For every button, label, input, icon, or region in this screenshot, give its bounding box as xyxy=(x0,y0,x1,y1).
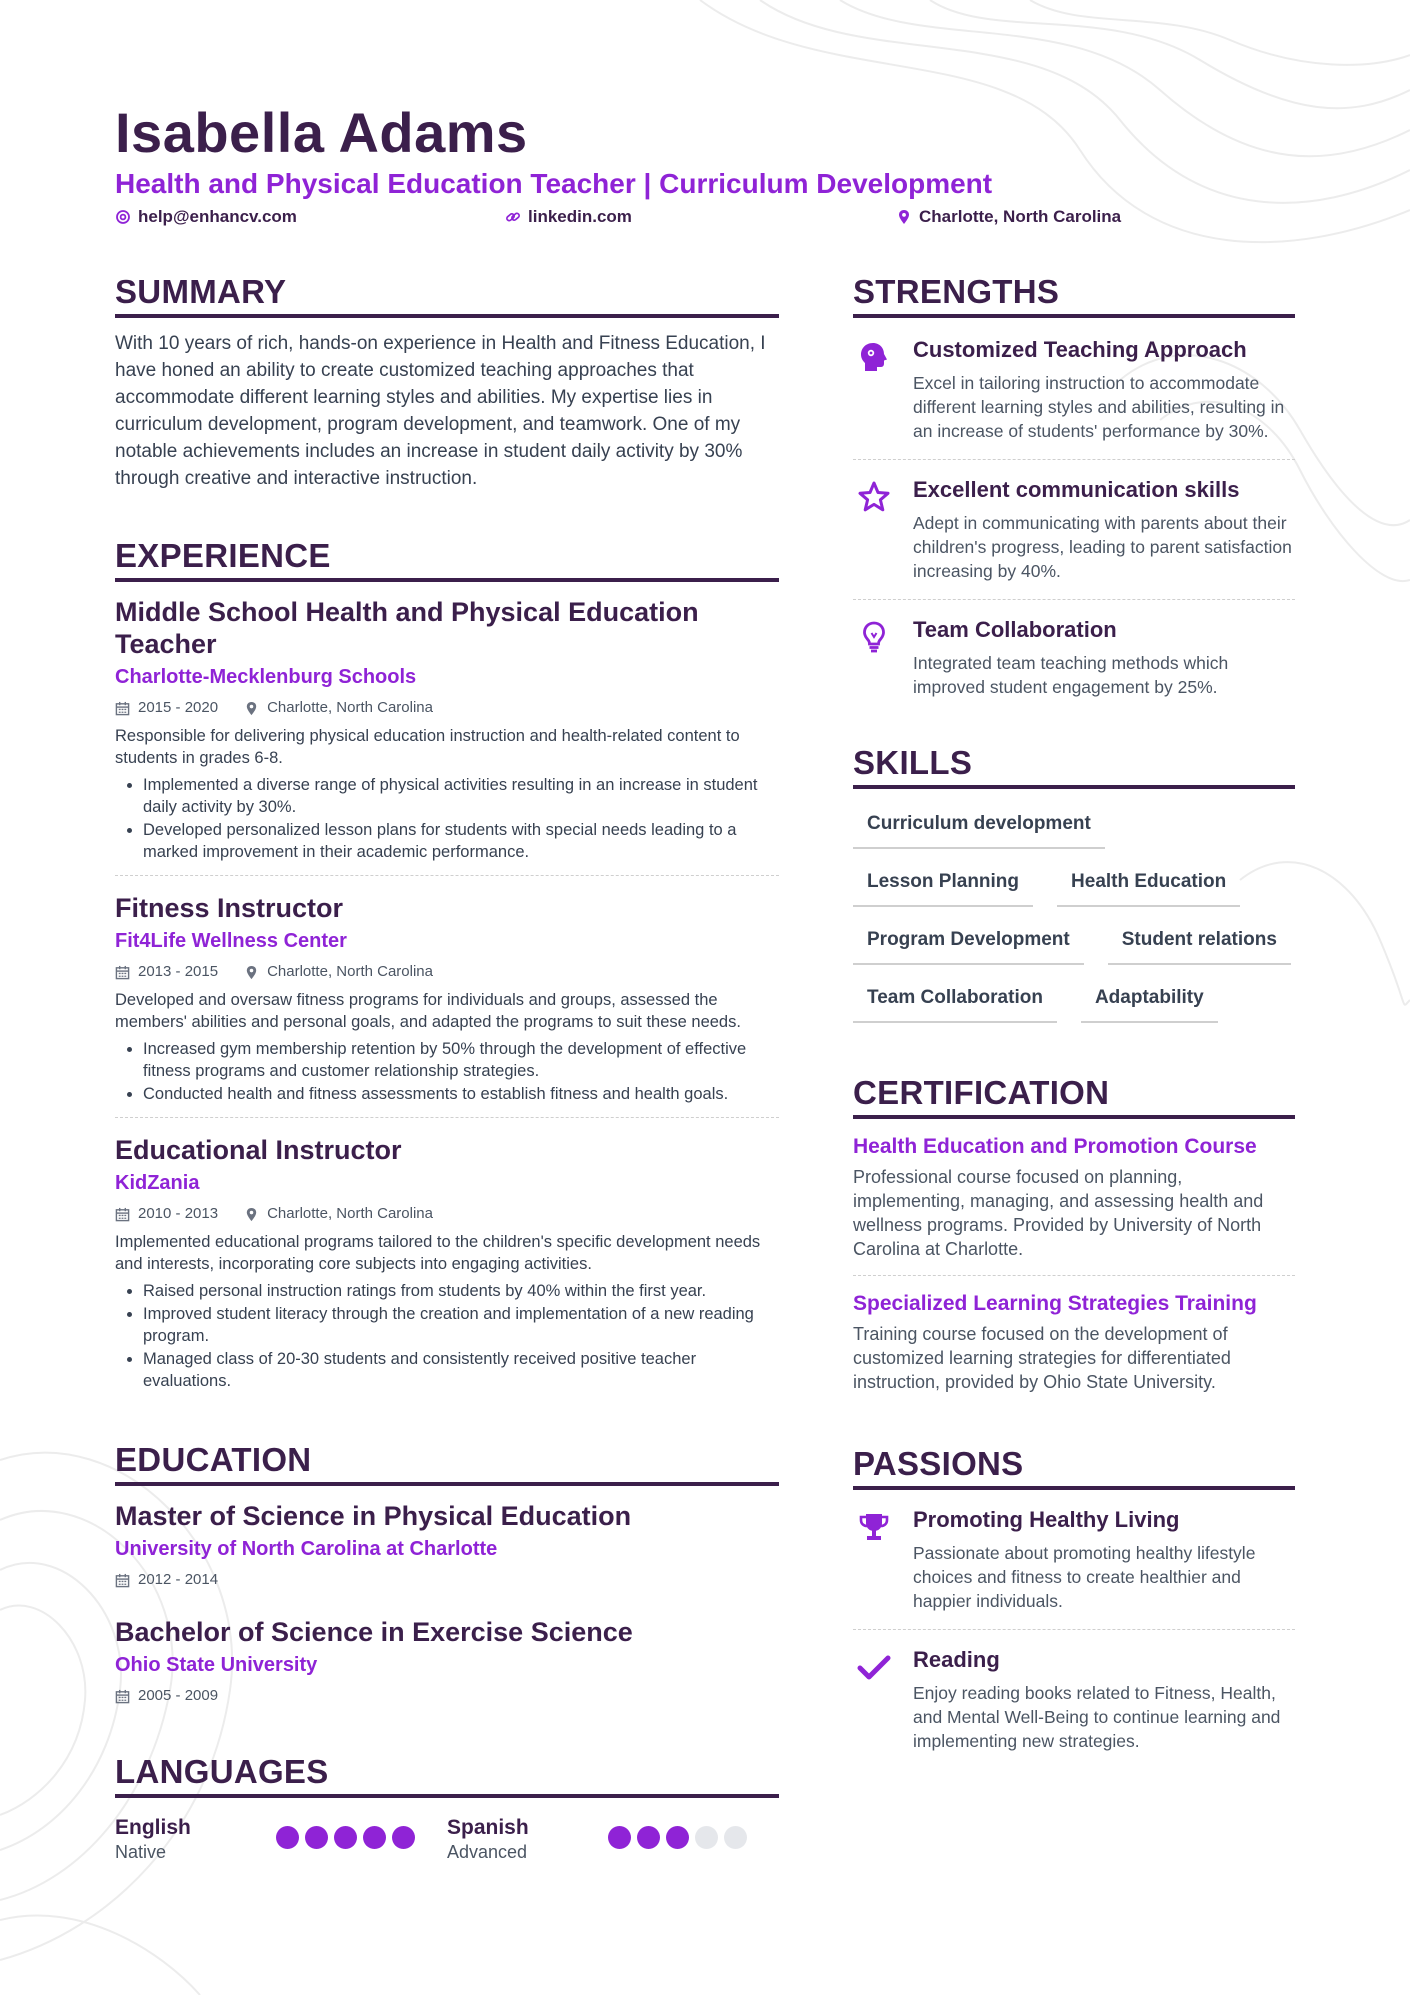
email-text: help@enhancv.com xyxy=(138,207,297,226)
job-bullet: • Raised personal instruction ratings from students by 40% within the first year. xyxy=(143,1280,779,1302)
job-title: Middle School Health and Physical Education Teacher xyxy=(115,597,699,659)
language-level: Native xyxy=(115,1842,167,1862)
divider xyxy=(853,459,1295,460)
skill-tag: Lesson Planning xyxy=(853,859,1033,907)
rating-dot-empty xyxy=(724,1826,747,1849)
job-entry xyxy=(115,596,779,863)
job-location: Charlotte, North Carolina xyxy=(267,699,433,716)
job-dates: 2013 - 2015 xyxy=(138,963,219,980)
strength-description: Integrated team teaching methods which improved student engagement by 25%. xyxy=(913,653,1229,697)
job-location: Charlotte, North Carolina xyxy=(267,1205,433,1222)
strength-title: Customized Teaching Approach xyxy=(913,337,1247,362)
job-company: KidZania xyxy=(115,1172,200,1194)
lightbulb-icon xyxy=(857,620,891,654)
languages-section xyxy=(115,1752,779,1864)
job-bullet: • Developed personalized lesson plans for students with special needs leading to a marked improvement in their academic performance. xyxy=(143,819,779,863)
skill-tag: Team Collaboration xyxy=(853,975,1057,1023)
language-item xyxy=(115,1816,447,1864)
skill-tag: Student relations xyxy=(1108,917,1291,965)
education-degree: Bachelor of Science in Exercise Science xyxy=(115,1617,633,1647)
rating-dot-filled xyxy=(392,1826,415,1849)
strengths-section xyxy=(853,272,1295,699)
strengths-heading: STRENGTHS xyxy=(853,272,1295,318)
location-pin-icon xyxy=(244,701,259,716)
job-dates: 2015 - 2020 xyxy=(138,699,219,716)
passions-heading: PASSIONS xyxy=(853,1444,1295,1490)
location-pin-icon xyxy=(244,1207,259,1222)
job-description: Developed and oversaw fitness programs for individuals and groups, assessed the members' abilities and personal goals, and adapted the programs to suit these needs. xyxy=(115,991,741,1031)
strength-item xyxy=(853,476,1295,583)
job-meta xyxy=(115,1204,779,1224)
education-section xyxy=(115,1440,779,1706)
language-rating xyxy=(276,1826,415,1849)
job-bullet: • Improved student literacy through the creation and implementation of a new reading program. xyxy=(143,1303,779,1347)
summary-heading: SUMMARY xyxy=(115,272,779,318)
rating-dot-filled xyxy=(305,1826,328,1849)
certification-item xyxy=(853,1133,1295,1261)
left-column xyxy=(115,272,779,1864)
language-level: Advanced xyxy=(447,1842,528,1862)
passion-title: Reading xyxy=(913,1647,1000,1672)
checkmark-icon xyxy=(857,1650,891,1684)
contact-linkedin[interactable] xyxy=(505,207,632,227)
job-company: Charlotte-Mecklenburg Schools xyxy=(115,666,417,688)
job-bullets xyxy=(115,774,779,863)
rating-dot-filled xyxy=(276,1826,299,1849)
passion-description: Enjoy reading books related to Fitness, Health, and Mental Well-Being to continue learning and implementing new strategies. xyxy=(913,1683,1281,1751)
skills-heading: SKILLS xyxy=(853,743,1295,789)
calendar-icon xyxy=(115,701,130,716)
candidate-role: Health and Physical Education Teacher | Curriculum Development xyxy=(115,168,993,199)
link-icon xyxy=(505,209,521,225)
divider xyxy=(853,1629,1295,1630)
job-bullet: • Conducted health and fitness assessments to establish fitness and health goals. xyxy=(143,1083,779,1105)
job-entry xyxy=(115,892,779,1105)
passion-item xyxy=(853,1506,1295,1613)
certification-description: Professional course focused on planning, implementing, managing, and assessing health and wellness programs. Provided by University of North Carolina at Charlotte. xyxy=(853,1167,1264,1259)
passion-item xyxy=(853,1646,1295,1753)
strength-description: Adept in communicating with parents about their children's progress, leading to parent satisfaction increasing by 40%. xyxy=(913,513,1292,581)
location-pin-icon xyxy=(896,209,912,225)
candidate-name: Isabella Adams xyxy=(115,101,528,164)
divider xyxy=(115,875,779,876)
strength-description: Excel in tailoring instruction to accommodate different learning styles and abilities, resulting in an increase of students' performance by 30%. xyxy=(913,373,1285,441)
calendar-icon xyxy=(115,965,130,980)
skill-tag: Health Education xyxy=(1057,859,1240,907)
certification-title: Specialized Learning Strategies Training xyxy=(853,1292,1257,1315)
job-title: Educational Instructor xyxy=(115,1135,402,1165)
education-degree: Master of Science in Physical Education xyxy=(115,1501,632,1531)
location-pin-icon xyxy=(244,965,259,980)
job-entry xyxy=(115,1134,779,1392)
experience-section xyxy=(115,536,779,1392)
strength-title: Excellent communication skills xyxy=(913,477,1240,502)
trophy-icon xyxy=(857,1510,891,1544)
language-name: Spanish xyxy=(447,1816,529,1839)
passion-description: Passionate about promoting healthy lifestyle choices and fitness to create healthier and happier individuals. xyxy=(913,1543,1256,1611)
rating-dot-filled xyxy=(666,1826,689,1849)
skills-list xyxy=(853,801,1295,1023)
job-meta xyxy=(115,962,779,982)
language-name: English xyxy=(115,1816,191,1839)
skill-tag: Adaptability xyxy=(1081,975,1218,1023)
education-school: University of North Carolina at Charlotte xyxy=(115,1538,498,1560)
education-dates: 2012 - 2014 xyxy=(138,1571,219,1588)
job-description: Implemented educational programs tailored to the children's specific development needs and interests, incorporating core subjects into engaging activities. xyxy=(115,1233,761,1273)
job-dates: 2010 - 2013 xyxy=(138,1205,219,1222)
certification-item xyxy=(853,1290,1295,1394)
strength-title: Team Collaboration xyxy=(913,617,1117,642)
calendar-icon xyxy=(115,1207,130,1222)
calendar-icon xyxy=(115,1689,130,1704)
rating-dot-filled xyxy=(363,1826,386,1849)
languages-heading: LANGUAGES xyxy=(115,1752,779,1798)
certification-description: Training course focused on the development of customized learning strategies for differentiated instruction, provided by Ohio State University. xyxy=(853,1324,1231,1392)
rating-dot-filled xyxy=(637,1826,660,1849)
rating-dot-filled xyxy=(334,1826,357,1849)
calendar-icon xyxy=(115,1573,130,1588)
skill-tag: Program Development xyxy=(853,917,1084,965)
summary-text: With 10 years of rich, hands-on experience in Health and Fitness Education, I have honed an ability to create customized teaching approaches that accommodate different learning styles and abilities. My expertise lies in curriculum development, program development, and teamwork. One of my notable achievements includes an increase in student daily activity by 30% through creative and interactive instruction. xyxy=(115,333,766,489)
certification-heading: CERTIFICATION xyxy=(853,1073,1295,1119)
education-meta xyxy=(115,1570,779,1590)
location-text: Charlotte, North Carolina xyxy=(919,207,1122,226)
rating-dot-empty xyxy=(695,1826,718,1849)
education-school: Ohio State University xyxy=(115,1654,318,1676)
divider xyxy=(853,599,1295,600)
passions-section xyxy=(853,1444,1295,1753)
summary-section xyxy=(115,272,779,492)
star-icon xyxy=(857,480,891,514)
certification-section xyxy=(853,1073,1295,1394)
language-rating xyxy=(608,1826,747,1849)
skills-section xyxy=(853,743,1295,1023)
job-location: Charlotte, North Carolina xyxy=(267,963,433,980)
job-bullets xyxy=(115,1038,779,1105)
languages-list xyxy=(115,1816,779,1864)
language-item xyxy=(447,1816,779,1864)
job-company: Fit4Life Wellness Center xyxy=(115,930,347,952)
head-icon xyxy=(857,340,891,374)
passion-title: Promoting Healthy Living xyxy=(913,1507,1180,1532)
linkedin-text: linkedin.com xyxy=(528,207,632,226)
job-title: Fitness Instructor xyxy=(115,893,344,923)
experience-heading: EXPERIENCE xyxy=(115,536,779,582)
right-column xyxy=(853,272,1295,1753)
job-bullet: • Managed class of 20-30 students and consistently received positive teacher evaluations. xyxy=(143,1348,779,1392)
at-icon xyxy=(115,209,131,225)
education-dates: 2005 - 2009 xyxy=(138,1687,219,1704)
job-bullet: • Implemented a diverse range of physical activities resulting in an increase in student daily activity by 30%. xyxy=(143,774,779,818)
job-description: Responsible for delivering physical education instruction and health-related content to students in grades 6-8. xyxy=(115,727,740,767)
divider xyxy=(115,1117,779,1118)
job-bullet: • Increased gym membership retention by 50% through the development of effective fitness programs and customer relationship strategies. xyxy=(143,1038,779,1082)
strength-item xyxy=(853,336,1295,443)
education-entry xyxy=(115,1616,779,1706)
contact-location xyxy=(896,207,1121,227)
education-entry xyxy=(115,1500,779,1590)
certification-title: Health Education and Promotion Course xyxy=(853,1135,1257,1158)
rating-dot-filled xyxy=(608,1826,631,1849)
job-bullets xyxy=(115,1280,779,1392)
strength-item xyxy=(853,616,1295,699)
skill-tag: Curriculum development xyxy=(853,801,1105,849)
divider xyxy=(853,1275,1295,1276)
job-meta xyxy=(115,698,779,718)
education-heading: EDUCATION xyxy=(115,1440,779,1486)
contact-email[interactable] xyxy=(115,207,297,227)
education-meta xyxy=(115,1686,779,1706)
